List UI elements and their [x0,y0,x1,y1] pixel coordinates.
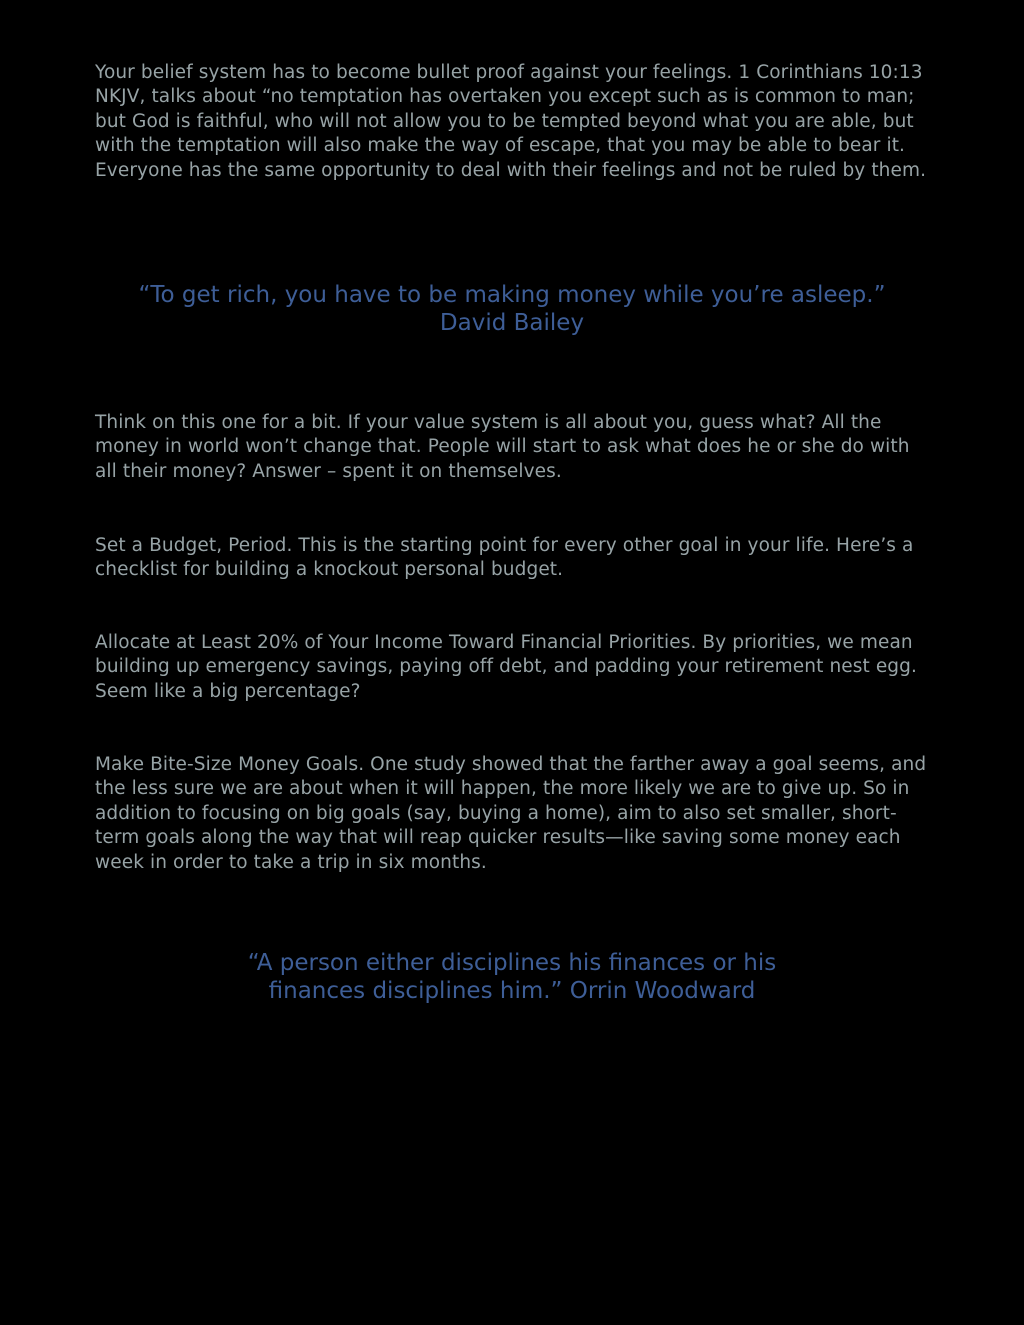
quote-text: “To get rich, you have to be making money while you’re asleep.” [138,282,886,308]
quote-text-continued: finances disciplines him.” Orrin Woodward [268,978,756,1004]
paragraph-belief-system: Your belief system has to become bullet proof against your feelings. 1 Corinthians 10:13 NKJV, talks about “no temptation has overtaken you except such as is common to man; but God is faithful, who will not allow you to be tempted beyond what you are able, but with the temptation will also make the way of escape, that you may be able to bear it. Everyone has the same opportunity to deal with their feelings and not be ruled by them. [95,62,927,181]
paragraph-money-goals: Make Bite-Size Money Goals. One study showed that the farther away a goal seems, and the less sure we are about when it will happen, the more likely we are to give up. So in addition to focusing on big goals (say, buying a home), aim to also set smaller, short-term goals along the way that will reap quicker results—like saving some money each week in order to take a trip in six months. [95,754,927,873]
quote-text: “A person either disciplines his finances or his [247,950,777,976]
paragraph-value-system: Think on this one for a bit. If your value system is all about you, guess what? All the money in world won’t change that. People will start to ask what does he or she do with all their money? Answer – spent it on themselves. [95,412,910,482]
paragraph-allocate-income: Allocate at Least 20% of Your Income Toward Financial Priorities. By priorities, we mean building up emergency savings, paying off debt, and padding your retirement nest egg. Seem like a big percentage? [95,632,917,702]
quote-attribution: David Bailey [439,310,585,336]
quote-orrin-woodward [95,949,929,1005]
paragraph-set-budget: Set a Budget, Period. This is the starting point for every other goal in your life. Here’s a checklist for building a knockout personal budget. [95,535,914,581]
quote-david-bailey [95,281,929,337]
